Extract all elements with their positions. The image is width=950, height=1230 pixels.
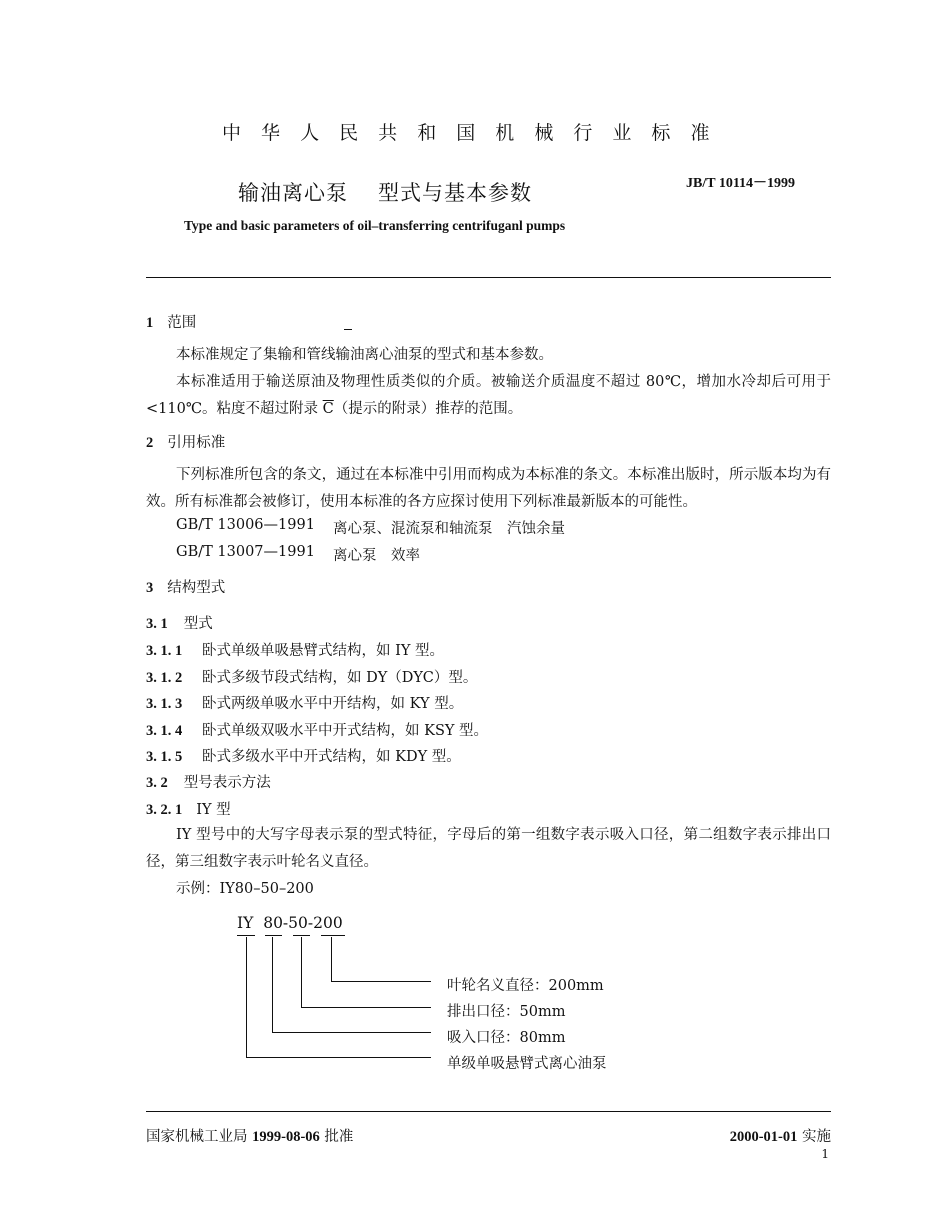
reference-item xyxy=(176,544,315,560)
subsection-3-2-heading xyxy=(146,771,271,792)
english-title: Type and basic parameters of oil–transferring centrifuganl pumps xyxy=(184,218,566,233)
leader-vertical xyxy=(246,937,247,1057)
section-1-paragraph-1: 本标准规定了集输和管线输油离心油泵的型式和基本参数。 xyxy=(176,347,553,363)
clause-text: 卧式单级单吸悬臂式结构，如 IY 型。 xyxy=(202,643,445,659)
label-inlet-diameter: 吸入口径：80mm xyxy=(447,1030,566,1046)
scope-text: 本标准适用于输送原油及物理性质类似的介质。被输送介质温度不超过 80℃，增加水冷却后可用于<110℃。粘度不超过附录 xyxy=(146,374,831,417)
section-3-number: 3 xyxy=(146,580,154,596)
title-part1: 输油离心泵 xyxy=(238,181,348,205)
implementation-word: 实施 xyxy=(802,1129,831,1145)
subsection-number: 3. 2 xyxy=(146,775,168,791)
reference-title: 离心泵 效率 xyxy=(333,548,420,564)
clause-number: 3. 1. 3 xyxy=(146,696,183,712)
clause-item xyxy=(146,639,444,660)
code-underline xyxy=(293,935,310,936)
subsection-title: 型式 xyxy=(183,616,213,632)
section-1-title: 范围 xyxy=(167,315,197,331)
example-line: 示例：IY80–50–200 xyxy=(176,881,314,897)
code-underline xyxy=(237,935,255,936)
code-underline xyxy=(265,935,282,936)
leader-vertical xyxy=(331,937,332,981)
model-code: IY 80-50-200 xyxy=(237,914,343,932)
header-rule xyxy=(146,277,831,278)
model-code-paragraph: IY 型号中的大写字母表示泵的型式特征，字母后的第一组数字表示吸入口径，第二组数字表示排出口径，第三组数字表示叶轮名义直径。 xyxy=(146,827,831,870)
section-2-heading xyxy=(146,431,225,452)
leader-horizontal xyxy=(272,1032,431,1033)
subsection-title: IY 型 xyxy=(196,802,231,818)
clause-number: 3. 1. 1 xyxy=(146,643,183,659)
section-3-title: 结构型式 xyxy=(167,580,226,596)
clause-text: 卧式单级双吸水平中开式结构，如 KSY 型。 xyxy=(202,723,489,739)
clause-item xyxy=(146,745,461,766)
section-2-paragraph: 下列标准所包含的条文，通过在本标准中引用而构成为本标准的条文。本标准出版时，所示版本均为有效。所有标准都会被修订，使用本标准的各方应探讨使用下列标准最新版本的可能性。 xyxy=(146,467,831,510)
clause-item xyxy=(146,692,463,713)
standard-number: JB/T 10114－1999 xyxy=(686,176,796,191)
subsection-number: 3. 2. 1 xyxy=(146,802,183,818)
clause-number: 3. 1. 2 xyxy=(146,670,183,686)
reference-code: GB/T 13006—1991 xyxy=(176,517,315,533)
approve-date: 1999-08-06 xyxy=(252,1129,320,1145)
clause-item xyxy=(146,719,488,740)
clause-text: 卧式多级水平中开式结构，如 KDY 型。 xyxy=(202,749,461,765)
clause-number: 3. 1. 5 xyxy=(146,749,183,765)
issuer: 国家机械工业局 xyxy=(146,1129,248,1145)
issuing-country-title: 中 华 人 民 共 和 国 机 械 行 业 标 准 xyxy=(222,122,717,144)
leader-horizontal xyxy=(246,1057,431,1058)
section-1-heading xyxy=(146,311,196,332)
stray-mark xyxy=(344,329,352,330)
clause-text: 卧式多级节段式结构，如 DY（DYC）型。 xyxy=(202,670,478,686)
title-part2: 型式与基本参数 xyxy=(378,181,532,205)
reference-code: GB/T 13007—1991 xyxy=(176,544,315,560)
reference-title: 离心泵、混流泵和轴流泵 汽蚀余量 xyxy=(333,521,565,537)
implementation-date: 2000-01-01 xyxy=(729,1129,798,1145)
leader-horizontal xyxy=(331,981,431,982)
page-number: 1 xyxy=(821,1147,829,1161)
leader-vertical xyxy=(272,937,273,1032)
subsection-title: 型号表示方法 xyxy=(183,775,271,791)
subsection-3-2-1-heading xyxy=(146,798,231,819)
leader-horizontal xyxy=(301,1007,431,1008)
footer-rule xyxy=(146,1111,831,1112)
section-1-number: 1 xyxy=(146,315,154,331)
code-underline xyxy=(321,935,345,936)
section-2-number: 2 xyxy=(146,435,154,451)
label-impeller-diameter: 叶轮名义直径：200mm xyxy=(447,978,604,994)
subsection-3-1-heading xyxy=(146,612,213,633)
reference-item xyxy=(176,517,315,533)
clause-text: 卧式两级单吸水平中开结构，如 KY 型。 xyxy=(202,696,464,712)
section-1-paragraph-2 xyxy=(146,369,831,423)
section-2-title: 引用标准 xyxy=(167,435,226,451)
subsection-number: 3. 1 xyxy=(146,616,168,632)
appendix-ref: $\overline{C}$ xyxy=(322,401,334,417)
label-outlet-diameter: 排出口径：50mm xyxy=(447,1004,566,1020)
document-title xyxy=(238,177,532,207)
leader-vertical xyxy=(301,937,302,1007)
label-pump-type: 单级单吸悬臂式离心油泵 xyxy=(447,1056,607,1072)
section-3-heading xyxy=(146,576,225,597)
clause-number: 3. 1. 4 xyxy=(146,723,183,739)
clause-item xyxy=(146,666,477,687)
approval-line xyxy=(146,1125,353,1146)
scope-text-tail: （提示的附录）推荐的范围。 xyxy=(333,401,523,417)
implementation-line xyxy=(730,1125,831,1146)
approve-word: 批准 xyxy=(324,1129,354,1145)
